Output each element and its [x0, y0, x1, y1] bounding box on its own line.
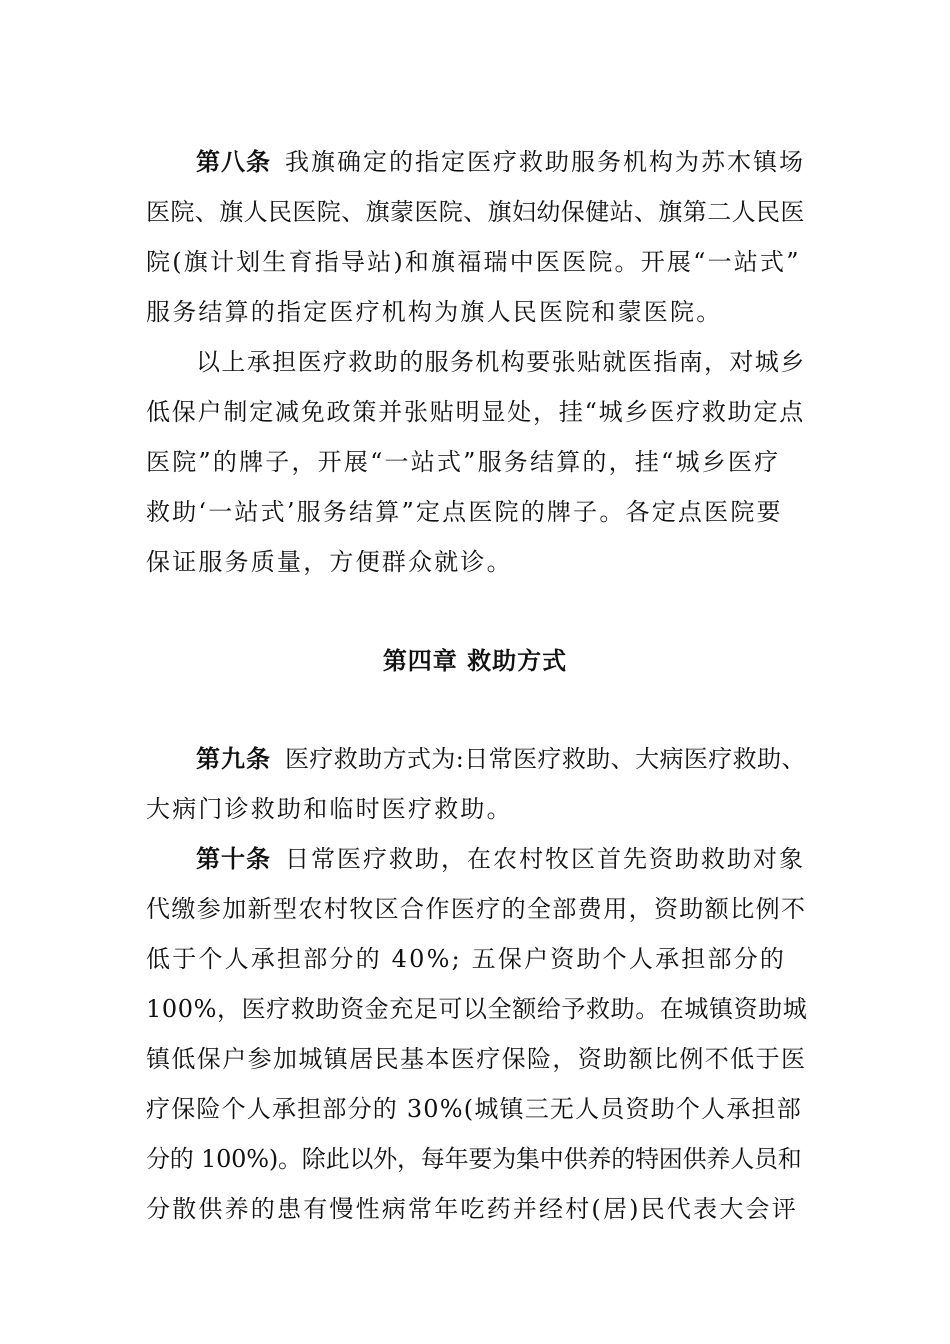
article-9-first-line — [196, 743, 806, 775]
article-10-text-line: 分散供养的患有慢性病常年吃药并经村(居)民代表大会评 — [146, 1195, 798, 1223]
paragraph-line: 医院”的牌子，开展“一站式”服务结算的，挂“城乡医疗 — [146, 448, 781, 476]
chapter-heading: 第四章 救助方式 — [382, 647, 568, 675]
article-10-text-line: 日常医疗救助，在农村牧区首先资助救助对象 — [285, 845, 805, 873]
article-8-text-line: 医院、旗人民医院、旗蒙医院、旗妇幼保健站、旗第二人民医 — [146, 198, 805, 226]
article-10-label: 第十条 — [196, 845, 271, 873]
article-10-first-line — [196, 843, 806, 875]
article-10-text-line: 镇低保户参加城镇居民基本医疗保险，资助额比例不低于医 — [146, 1045, 807, 1073]
paragraph-line: 低保户制定减免政策并张贴明显处，挂“城乡医疗救助定点 — [146, 398, 806, 426]
article-9-text-line: 医疗救助方式为:日常医疗救助、大病医疗救助、 — [285, 745, 806, 773]
article-10-text-line: 代缴参加新型农村牧区合作医疗的全部费用，资助额比例不 — [146, 895, 807, 923]
article-8-text-line: 院(旗计划生育指导站)和旗福瑞中医医院。开展“一站式” — [146, 248, 801, 276]
article-9-label: 第九条 — [196, 745, 271, 773]
paragraph-line: 救助‘一站式’服务结算”定点医院的牌子。各定点医院要 — [146, 498, 783, 526]
article-9-text-line: 大病门诊救助和临时医疗救助。 — [146, 795, 513, 823]
paragraph-line: 以上承担医疗救助的服务机构要张贴就医指南，对城乡 — [196, 348, 806, 376]
article-8-text-line: 我旗确定的指定医疗救助服务机构为苏木镇场 — [285, 148, 805, 176]
article-10-text-line: 低于个人承担部分的 40%; 五保户资助个人承担部分的 — [146, 945, 787, 973]
article-8-first-line — [196, 146, 806, 178]
article-8-label: 第八条 — [196, 148, 271, 176]
article-10-text-line: 100%，医疗救助资金充足可以全额给予救助。在城镇资助城 — [146, 995, 808, 1023]
article-8-text-line: 服务结算的指定医疗机构为旗人民医院和蒙医院。 — [146, 298, 723, 326]
article-10-text-line: 分的 100%)。除此以外，每年要为集中供养的特困供养人员和 — [146, 1145, 802, 1173]
article-10-text-line: 疗保险个人承担部分的 30%(城镇三无人员资助个人承担部 — [146, 1095, 802, 1123]
paragraph-line: 保证服务质量，方便群众就诊。 — [146, 548, 513, 576]
